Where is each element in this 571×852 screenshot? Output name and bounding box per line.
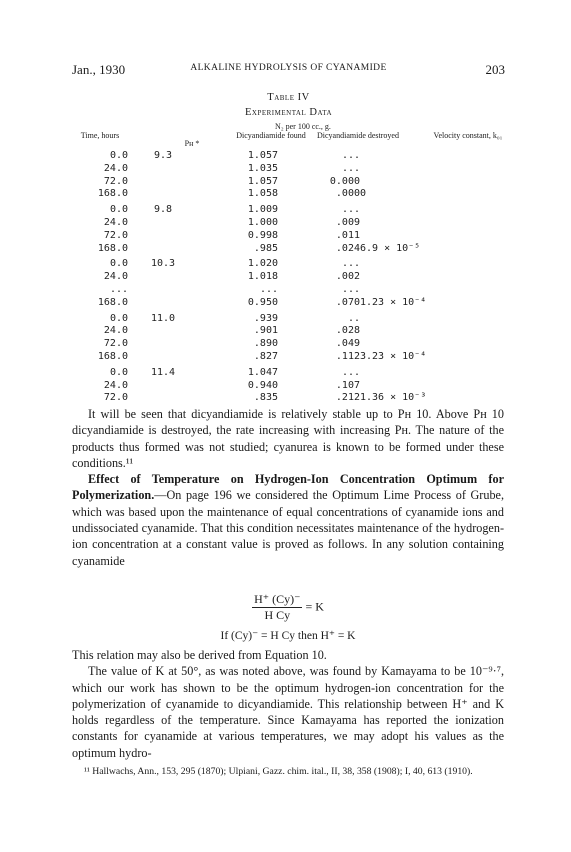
cell-found: 1.009 [247, 204, 278, 216]
table-row [72, 150, 505, 163]
equation-numerator: H⁺ (Cy)⁻ [254, 592, 301, 606]
col-header-time: Time, hours [80, 131, 120, 140]
cell-destroyed: .000 [335, 188, 360, 200]
cell-velocity [360, 310, 505, 326]
cell-found: 1.020 [247, 258, 278, 270]
table-row [72, 163, 505, 176]
cell-found: 0.998 [247, 229, 278, 241]
equation [72, 592, 504, 623]
cell-destroyed: .070 [335, 296, 360, 308]
cell-time: 72.0 [103, 229, 128, 241]
cell-destroyed: .002 [335, 271, 360, 283]
table-row [72, 364, 505, 380]
cell-destroyed: ... [341, 283, 360, 295]
paragraph: It will be seen that dicyandiamide is relatively stable up to Pʜ 10. Above Pʜ 10 dicyandiamide is destroyed, the rate increasing with increasing Pʜ. The nature of the products thus formed was not studied; cyanurea is known to be formed under these conditions.¹¹ [72, 407, 504, 470]
cell-velocity [360, 364, 505, 380]
cell-ph [128, 188, 198, 201]
paragraph [72, 471, 504, 569]
cell-destroyed: .024 [335, 242, 360, 254]
page-number: 203 [485, 62, 505, 77]
cell-time: 24.0 [103, 271, 128, 283]
cell-found: .985 [253, 242, 278, 254]
cell-time: 0.0 [109, 312, 128, 324]
cell-velocity [360, 271, 505, 284]
cell-found: ... [259, 283, 278, 295]
cell-time: 168.0 [97, 188, 128, 200]
table-row [72, 230, 505, 243]
cell-destroyed: .112 [335, 350, 360, 362]
table-row [72, 176, 505, 189]
table-title: Table IV [267, 92, 310, 103]
equation-line-2: If (Cy)⁻ = H Cy then H⁺ = K [220, 630, 356, 642]
body-text [72, 406, 504, 569]
table-row [72, 325, 505, 338]
cell-velocity [360, 163, 505, 176]
cell-found: 1.058 [247, 188, 278, 200]
cell-velocity [360, 150, 505, 163]
cell-velocity: 1.36 × 10⁻³ [360, 392, 427, 404]
table-row [72, 201, 505, 217]
running-header [72, 62, 505, 78]
cell-destroyed: .028 [335, 325, 360, 337]
paragraph: This relation may also be derived from Equation 10. [72, 648, 327, 662]
cell-found: .835 [253, 392, 278, 404]
body-text-continued [72, 647, 504, 761]
cell-time: 0.0 [109, 150, 128, 161]
cell-found: 1.047 [247, 366, 278, 378]
cell-destroyed: ... [341, 366, 360, 378]
cell-time: 72.0 [103, 175, 128, 187]
cell-ph: 11.0 [150, 312, 176, 324]
cell-ph [128, 338, 198, 351]
cell-destroyed: .011 [335, 229, 360, 241]
cell-velocity: 1.23 × 10⁻⁴ [360, 296, 427, 308]
table-row [72, 351, 505, 364]
paragraph-text: —On page 196 we considered the Optimum Lime Process of Grube, which was based upon the maintenance of equal concentrations of cyanamide ions and undissociated cyanamide. That this condition necessitates maintenance of the hydrogen-ion concentration at a constant value is proved as follows. In any solution containing cyanamide [72, 488, 504, 568]
cell-ph: 9.8 [153, 204, 173, 216]
cell-found: 1.057 [247, 175, 278, 187]
cell-velocity [360, 217, 505, 230]
cell-velocity [360, 255, 505, 271]
cell-time: 168.0 [97, 296, 128, 308]
header-running-title: ALKALINE HYDROLYSIS OF CYANAMIDE [190, 63, 387, 73]
cell-destroyed: ... [341, 162, 360, 174]
cell-velocity [360, 201, 505, 217]
cell-found: .827 [253, 350, 278, 362]
table-row [72, 310, 505, 326]
cell-time: 24.0 [103, 325, 128, 337]
cell-found: 1.018 [247, 271, 278, 283]
cell-time: 0.0 [109, 204, 128, 216]
cell-destroyed: .009 [335, 216, 360, 228]
section-heading: Effect of Temperature on Hydrogen-Ion Concentration Optimum for Polymerization. [72, 472, 504, 503]
cell-ph [128, 351, 198, 364]
equation-fraction [252, 592, 302, 623]
table-row [72, 338, 505, 351]
cell-ph [128, 271, 198, 284]
cell-ph [128, 380, 198, 393]
cell-time: 168.0 [97, 242, 128, 254]
footnote [72, 766, 504, 779]
col-header-ph: Pʜ * [184, 139, 200, 148]
cell-time: 72.0 [103, 392, 128, 404]
cell-found: 0.950 [247, 296, 278, 308]
cell-time: 24.0 [103, 216, 128, 228]
cell-time: 0.0 [109, 366, 128, 378]
cell-ph [128, 217, 198, 230]
paragraph: The value of K at 50°, as was noted above, was found by Kamayama to be 10⁻⁹·⁷, which our work has shown to be the optimum hydrogen-ion concentration for the polymerization of cyanamide to dicyandiamide. This relationship between H⁺ and K holds regardless of the temperature. Since Kamayama has reported the ionization constants for cyanamide at various temperatures, we may adopt his values as the optimum hydro- [72, 664, 504, 760]
cell-velocity: 3.23 × 10⁻⁴ [360, 350, 427, 362]
header-date: Jan., 1930 [72, 62, 126, 77]
cell-velocity: 6.9 × 10⁻⁵ [360, 242, 421, 254]
cell-found: .939 [253, 312, 278, 324]
cell-ph [128, 325, 198, 338]
cell-ph [128, 243, 198, 256]
table-row [72, 243, 505, 256]
cell-destroyed: .. [347, 312, 360, 324]
table-row [72, 297, 505, 310]
cell-destroyed: .107 [335, 379, 360, 391]
cell-destroyed: .212 [335, 392, 360, 404]
cell-ph [128, 163, 198, 176]
cell-time: 168.0 [97, 350, 128, 362]
cell-found: 1.000 [247, 216, 278, 228]
cell-found: 1.035 [247, 162, 278, 174]
cell-ph [128, 297, 198, 310]
cell-destroyed: .049 [335, 338, 360, 350]
table-row [72, 380, 505, 393]
cell-found: .890 [253, 338, 278, 350]
cell-ph: 10.3 [150, 258, 176, 270]
equation-rhs: = K [305, 599, 324, 614]
cell-destroyed: ... [341, 258, 360, 270]
cell-found: .901 [253, 325, 278, 337]
cell-time: ... [109, 283, 128, 295]
equation-denominator: H Cy [264, 608, 291, 622]
cell-velocity [360, 325, 505, 338]
cell-found: 0.940 [247, 379, 278, 391]
table-row [72, 271, 505, 284]
table-row [72, 255, 505, 271]
cell-velocity [360, 230, 505, 243]
cell-ph: 11.4 [150, 366, 176, 378]
col-header-destroyed: Dicyandiamide destroyed [317, 131, 399, 140]
table-note: N₂ per 100 cc., g. [275, 122, 331, 131]
cell-velocity [360, 284, 505, 297]
table-subtitle: Experimental Data [245, 107, 332, 118]
table-row [72, 188, 505, 201]
cell-velocity [360, 380, 505, 393]
cell-time: 0.0 [109, 258, 128, 270]
cell-velocity [360, 176, 505, 189]
col-header-velocity: Velocity constant, k₀₁ [433, 131, 503, 140]
cell-ph [128, 176, 198, 189]
cell-time: 24.0 [103, 379, 128, 391]
cell-found: 1.057 [247, 150, 278, 161]
table-row [72, 392, 505, 405]
cell-ph: 9.3 [153, 150, 173, 161]
cell-velocity: 0 [360, 188, 367, 200]
table-row [72, 284, 505, 297]
experimental-data-table [72, 150, 505, 405]
cell-destroyed: ... [341, 204, 360, 216]
cell-destroyed: 0.000 [329, 175, 360, 187]
cell-ph [128, 392, 198, 405]
cell-destroyed: ... [341, 150, 360, 161]
cell-ph [128, 230, 198, 243]
cell-time: 24.0 [103, 162, 128, 174]
footnote-text: ¹¹ Hallwachs, Ann., 153, 295 (1870); Ulpiani, Gazz. chim. ital., II, 38, 358 (1908); I, 40, 613 (1910). [84, 766, 473, 777]
cell-ph [128, 284, 198, 297]
table-row [72, 217, 505, 230]
cell-velocity [360, 338, 505, 351]
col-header-found: Dicyandiamide found [236, 131, 306, 140]
cell-time: 72.0 [103, 338, 128, 350]
